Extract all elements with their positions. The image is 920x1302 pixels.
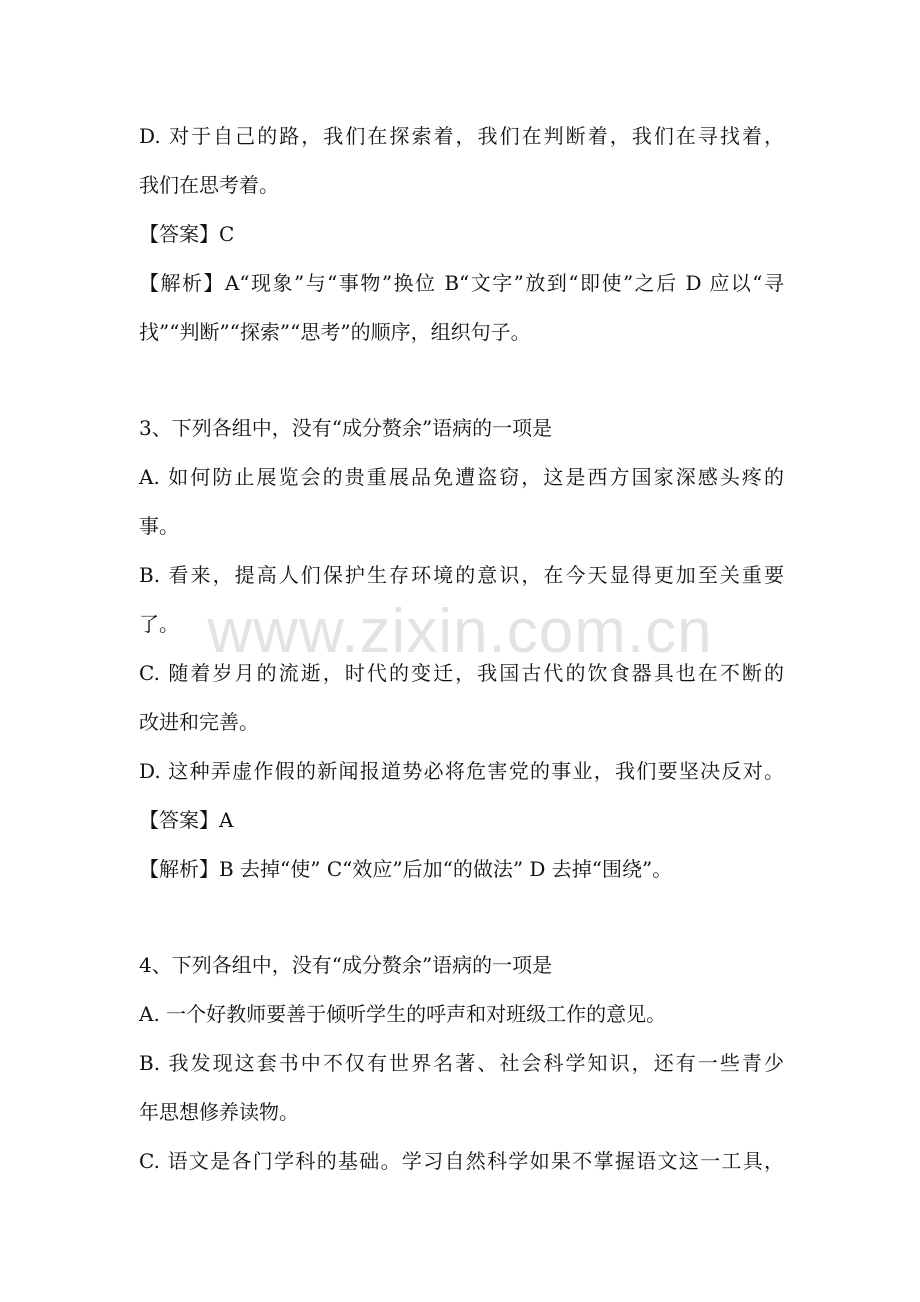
watermark: www.zixin.com.cn	[207, 597, 713, 666]
section-spacer	[139, 357, 784, 404]
document-body	[139, 112, 784, 1186]
q2-answer: 【答案】C	[139, 222, 235, 246]
q2-option-d-line2: 我们在思考着。	[139, 173, 279, 197]
q3-option-c-line2: 改进和完善。	[139, 710, 259, 734]
q3-option-a-line1: A. 如何防止展览会的贵重展品免遭盗窃，这是西方国家深感头疼的	[139, 465, 784, 489]
section-spacer	[139, 894, 784, 941]
q3-answer: 【答案】A	[139, 808, 234, 832]
q2-option-d-line1: D. 对于自己的路，我们在探索着，我们在判断着，我们在寻找着，	[139, 124, 784, 148]
q3-stem: 3、下列各组中，没有“成分赘余”语病的一项是	[139, 416, 553, 440]
q2-explanation-line1: 【解析】A“现象”与“事物”换位 B“文字”放到“即使”之后 D 应以“寻	[139, 271, 784, 295]
q4-option-b-line2: 年思想修养读物。	[139, 1100, 299, 1124]
q4-option-a: A. 一个好教师要善于倾听学生的呼声和对班级工作的意见。	[139, 1002, 667, 1026]
q4-option-c-line1: C. 语文是各门学科的基础。学习自然科学如果不掌握语文这一工具，	[139, 1149, 784, 1173]
q3-option-b-line1: B. 看来，提高人们保护生存环境的意识，在今天显得更加至关重要	[139, 563, 784, 587]
q3-option-d: D. 这种弄虚作假的新闻报道势必将危害党的事业，我们要坚决反对。	[139, 759, 784, 783]
q2-explanation-line2: 找”“判断”“探索”“思考”的顺序，组织句子。	[139, 320, 531, 344]
q3-option-a-line2: 事。	[139, 514, 179, 538]
q4-stem: 4、下列各组中，没有“成分赘余”语病的一项是	[139, 953, 553, 977]
q3-option-b-line2: 了。	[139, 612, 179, 636]
q3-explanation: 【解析】B 去掉“使” C“效应”后加“的做法” D 去掉“围绕”。	[139, 857, 673, 881]
q3-option-c-line1: C. 随着岁月的流逝，时代的变迁，我国古代的饮食器具也在不断的	[139, 661, 784, 685]
q4-option-b-line1: B. 我发现这套书中不仅有世界名著、社会科学知识，还有一些青少	[139, 1051, 784, 1075]
